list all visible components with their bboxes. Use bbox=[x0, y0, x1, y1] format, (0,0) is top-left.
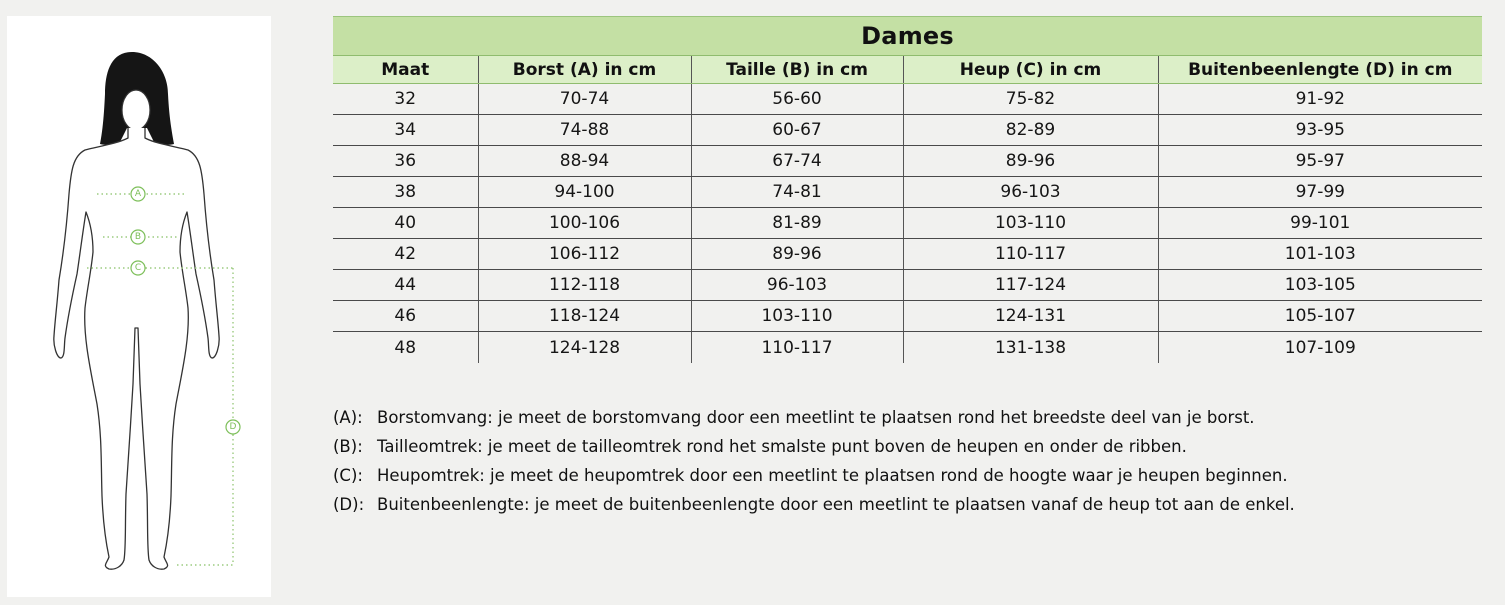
cell-maat: 48 bbox=[394, 337, 417, 358]
cell-heup: 75-82 bbox=[903, 84, 1158, 115]
body-figure-panel bbox=[7, 16, 271, 597]
cell-borst: 94-100 bbox=[478, 177, 691, 208]
svg-text:B: B bbox=[134, 232, 142, 242]
size-chart-table bbox=[333, 16, 1482, 363]
cell-maat: 34 bbox=[333, 115, 478, 146]
cell-maat: 46 bbox=[333, 301, 478, 332]
table-row bbox=[333, 208, 1482, 239]
table-title-row bbox=[333, 17, 1482, 56]
header-heup: Heup (C) in cm bbox=[903, 56, 1158, 84]
table-row bbox=[333, 301, 1482, 332]
cell-maat: 42 bbox=[333, 239, 478, 270]
cell-borst: 70-74 bbox=[478, 84, 691, 115]
table-row bbox=[333, 146, 1482, 177]
header-maat: Maat bbox=[333, 56, 478, 84]
cell-buitenbeenlengte: 107-109 bbox=[1158, 332, 1482, 364]
note-text: Buitenbeenlengte: je meet de buitenbeenlengte door een meetlint te plaatsen vanaf de heup tot aan de enkel. bbox=[377, 495, 1295, 514]
cell-taille: 60-67 bbox=[691, 115, 903, 146]
header-borst: Borst (A) in cm bbox=[478, 56, 691, 84]
cell-maat: 44 bbox=[333, 270, 478, 301]
cell-heup: 124-131 bbox=[903, 301, 1158, 332]
note-key: (D): bbox=[333, 495, 365, 514]
svg-text:A: A bbox=[134, 189, 142, 199]
svg-text:C: C bbox=[134, 263, 142, 273]
table-header-row bbox=[333, 56, 1482, 84]
cell-borst: 88-94 bbox=[478, 146, 691, 177]
cell-buitenbeenlengte: 93-95 bbox=[1158, 115, 1482, 146]
measurement-notes bbox=[333, 403, 1295, 519]
cell-maat: 40 bbox=[333, 208, 478, 239]
table-row bbox=[333, 332, 1482, 364]
table-row bbox=[333, 84, 1482, 115]
note-key: (C): bbox=[333, 466, 363, 485]
cell-heup: 117-124 bbox=[903, 270, 1158, 301]
cell-maat: 38 bbox=[333, 177, 478, 208]
cell-borst: 118-124 bbox=[478, 301, 691, 332]
note-text: Borstomvang: je meet de borstomvang door een meetlint te plaatsen rond het breedste deel van je borst. bbox=[377, 408, 1255, 427]
cell-taille: 56-60 bbox=[691, 84, 903, 115]
cell-borst: 112-118 bbox=[478, 270, 691, 301]
cell-maat: 36 bbox=[333, 146, 478, 177]
cell-heup: 103-110 bbox=[903, 208, 1158, 239]
cell-taille: 96-103 bbox=[691, 270, 903, 301]
header-taille: Taille (B) in cm bbox=[691, 56, 903, 84]
cell-heup: 89-96 bbox=[903, 146, 1158, 177]
cell-borst: 106-112 bbox=[478, 239, 691, 270]
cell-taille: 110-117 bbox=[691, 332, 903, 364]
marker-d bbox=[226, 420, 240, 434]
marker-b bbox=[131, 230, 145, 244]
cell-taille: 81-89 bbox=[691, 208, 903, 239]
cell-heup: 131-138 bbox=[903, 332, 1158, 364]
cell-maat: 32 bbox=[333, 84, 478, 115]
header-buitenbeenlengte: Buitenbeenlengte (D) in cm bbox=[1158, 56, 1482, 84]
cell-buitenbeenlengte: 91-92 bbox=[1158, 84, 1482, 115]
cell-buitenbeenlengte: 105-107 bbox=[1158, 301, 1482, 332]
cell-borst: 100-106 bbox=[478, 208, 691, 239]
cell-heup: 110-117 bbox=[903, 239, 1158, 270]
cell-taille: 67-74 bbox=[691, 146, 903, 177]
cell-heup: 96-103 bbox=[903, 177, 1158, 208]
note-key: (A): bbox=[333, 408, 363, 427]
table-row bbox=[333, 177, 1482, 208]
cell-heup: 82-89 bbox=[903, 115, 1158, 146]
cell-buitenbeenlengte: 101-103 bbox=[1158, 239, 1482, 270]
face-shape bbox=[122, 90, 150, 130]
cell-borst: 74-88 bbox=[478, 115, 691, 146]
table-row bbox=[333, 115, 1482, 146]
table-title: Dames bbox=[333, 17, 1482, 56]
note-text: Tailleomtrek: je meet de tailleomtrek rond het smalste punt boven de heupen en onder de ribben. bbox=[377, 437, 1187, 456]
note-borstomvang bbox=[333, 403, 1295, 432]
note-key: (B): bbox=[333, 437, 363, 456]
cell-taille: 103-110 bbox=[691, 301, 903, 332]
cell-buitenbeenlengte: 103-105 bbox=[1158, 270, 1482, 301]
table-row bbox=[333, 270, 1482, 301]
note-text: Heupomtrek: je meet de heupomtrek door een meetlint te plaatsen rond de hoogte waar je heupen beginnen. bbox=[377, 466, 1288, 485]
svg-text:D: D bbox=[229, 422, 237, 432]
body-silhouette-illustration bbox=[7, 16, 271, 597]
table-row bbox=[333, 239, 1482, 270]
marker-c bbox=[131, 261, 145, 275]
cell-borst: 124-128 bbox=[478, 332, 691, 364]
note-heupomtrek bbox=[333, 461, 1295, 490]
marker-a bbox=[131, 187, 145, 201]
cell-buitenbeenlengte: 97-99 bbox=[1158, 177, 1482, 208]
note-tailleomtrek bbox=[333, 432, 1295, 461]
cell-buitenbeenlengte: 95-97 bbox=[1158, 146, 1482, 177]
note-buitenbeenlengte bbox=[333, 490, 1295, 519]
cell-taille: 74-81 bbox=[691, 177, 903, 208]
cell-buitenbeenlengte: 99-101 bbox=[1158, 208, 1482, 239]
cell-taille: 89-96 bbox=[691, 239, 903, 270]
